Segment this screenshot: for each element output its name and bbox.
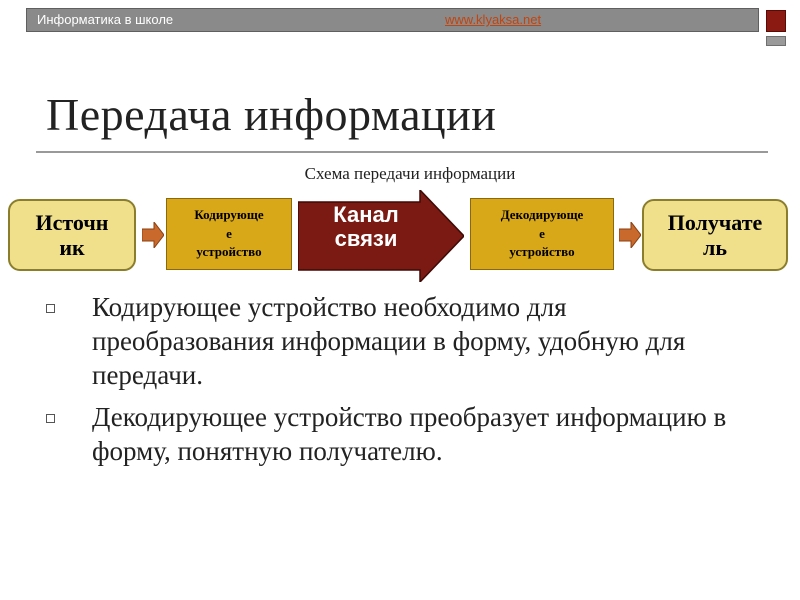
receiver-label-line1: Получате [667,209,763,235]
channel-label-line1: Канал [333,202,399,227]
arrow-decoder-to-receiver [619,222,641,248]
title-divider [36,151,768,153]
encoder-label-line3: устройство [196,244,262,260]
bullet-text: Кодирующее устройство необходимо для преобразования информации в форму, удобную для передачи. [92,292,686,390]
header-corner-bar [766,36,786,46]
receiver-label-line2: ль [703,235,727,260]
bullet-square-icon [46,304,55,313]
source-label-line1: Источн [35,209,109,235]
header-bar [26,8,759,32]
site-name: Информатика в школе [37,12,174,27]
diagram-source-box [8,199,136,271]
header-corner-square [766,10,786,32]
site-url-link[interactable]: www.klyaksa.net [445,12,542,27]
bullet-square-icon [46,414,55,423]
decoder-label-line1: Декодирующе [500,206,584,222]
bullet-list [44,290,744,476]
channel-label-line2: связи [334,226,398,252]
slide-title: Передача информации [46,89,497,140]
diagram-encoder-box [166,198,292,270]
bullet-text: Декодирующее устройство преобразует информацию в форму, понятную получателю. [92,402,727,466]
encoder-label-line1: Кодирующе [194,206,264,222]
bullet-item [44,290,744,392]
bullet-item [44,400,744,468]
decoder-label-line3: устройство [509,244,575,260]
diagram-decoder-box [470,198,614,270]
source-label-line2: ик [59,235,85,260]
arrow-source-to-encoder [142,222,164,248]
encoder-label-line2: е [226,225,232,241]
diagram-receiver-box [642,199,788,271]
diagram-caption: Схема передачи информации [304,164,516,183]
decoder-label-line2: е [539,225,545,241]
channel-label [318,203,414,251]
